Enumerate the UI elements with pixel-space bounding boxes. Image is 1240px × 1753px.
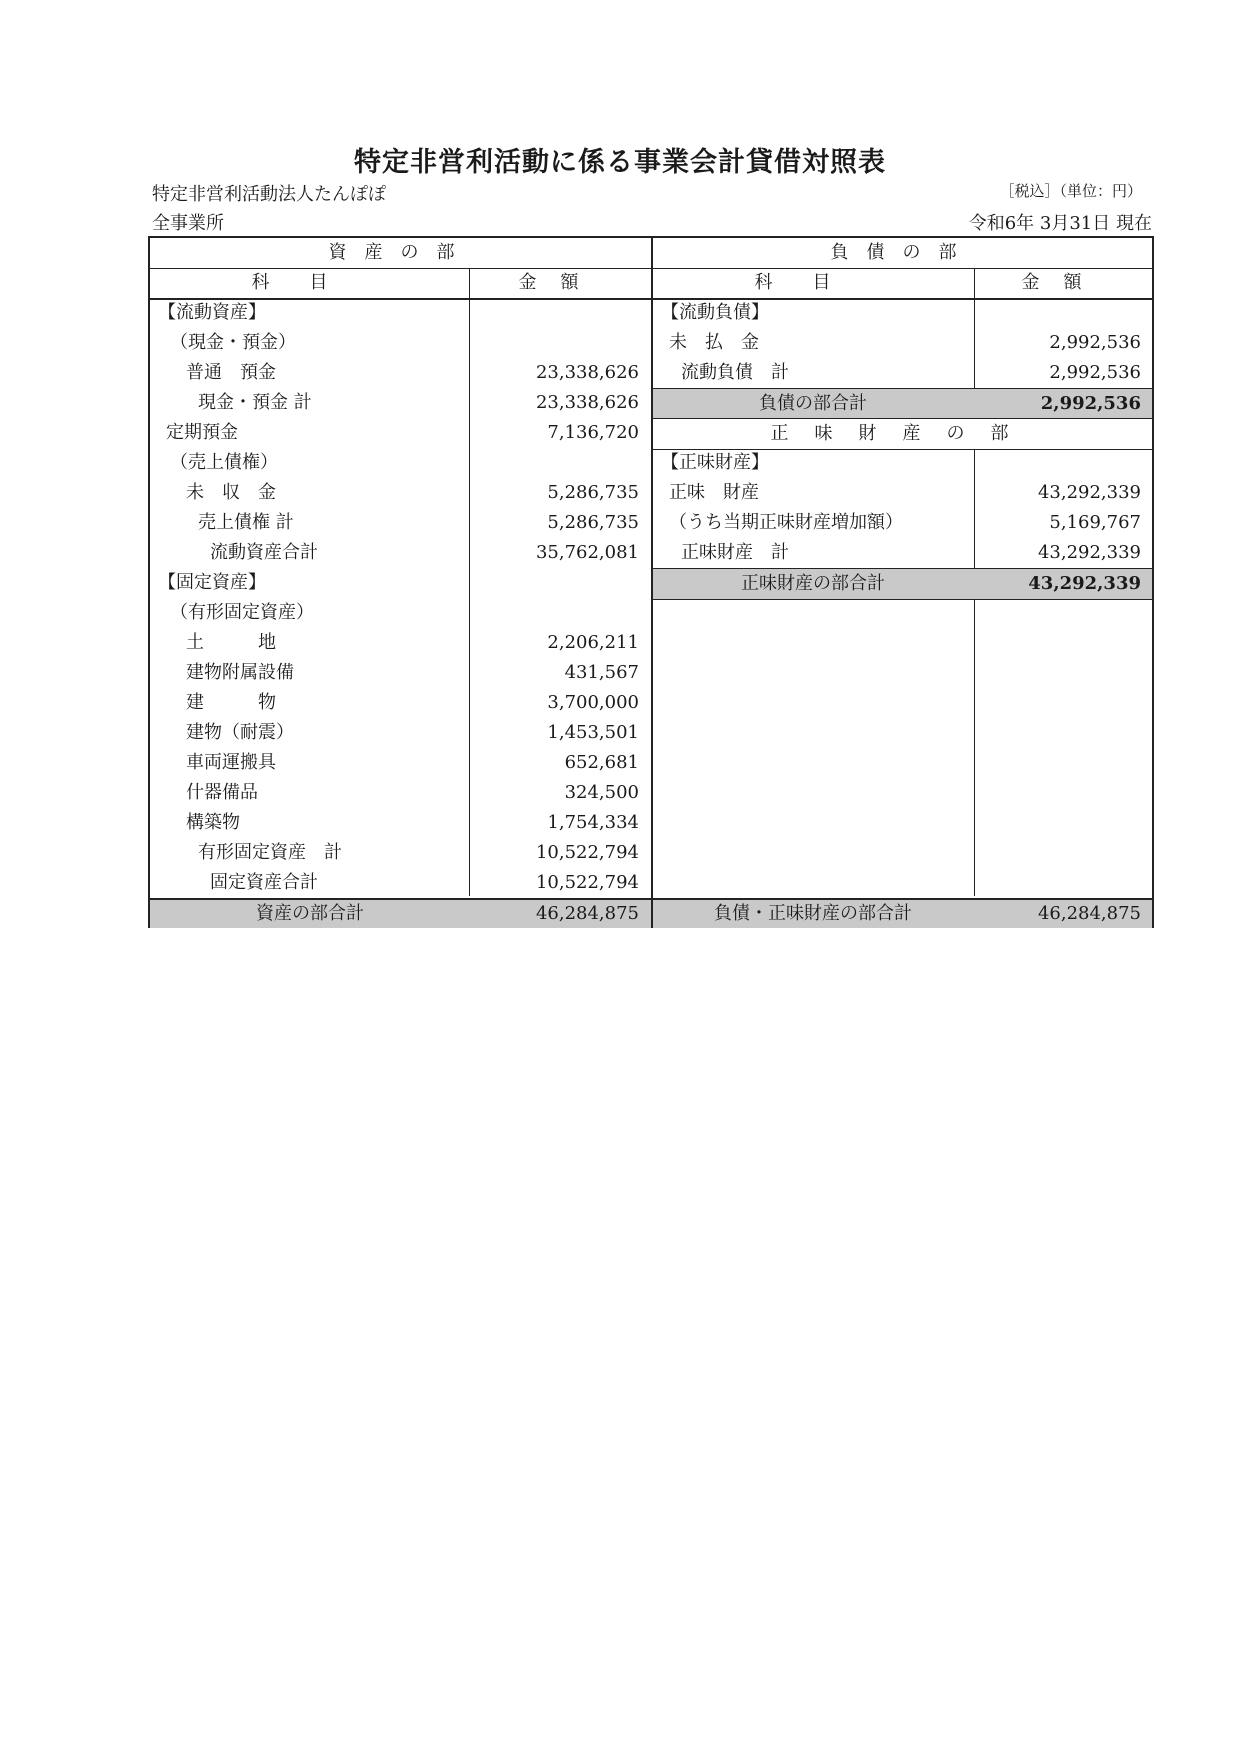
row-amount: 5,286,735 — [547, 482, 639, 503]
table-row — [653, 448, 1152, 478]
net-assets-header-label: 正味財産の部 — [770, 423, 1035, 444]
table-row — [150, 658, 651, 688]
row-item-name: 流動資産合計 — [210, 542, 318, 563]
row-amount: 10,522,794 — [535, 872, 639, 893]
row-amount: 5,169,767 — [1049, 512, 1141, 533]
table-row — [150, 418, 651, 448]
liabilities-subtotal-label: 負債の部合計 — [759, 393, 867, 414]
table-row — [150, 838, 651, 868]
net-assets-subtotal-row — [653, 568, 1152, 600]
row-item-name: 未 払 金 — [669, 332, 759, 353]
row-item-name: 什器備品 — [186, 782, 258, 803]
row-amount: 2,206,211 — [547, 632, 639, 653]
table-row — [150, 808, 651, 838]
document-title: 特定非営利活動に係る事業会計貸借対照表 — [354, 147, 886, 178]
row-item-name: 車両運搬具 — [186, 752, 276, 773]
table-row — [653, 478, 1152, 508]
table-row — [150, 868, 651, 898]
assets-total-label: 資産の部合計 — [256, 903, 364, 924]
table-row — [150, 478, 651, 508]
row-amount: 5,286,735 — [547, 512, 639, 533]
net-assets-subtotal-label: 正味財産の部合計 — [741, 573, 885, 594]
assets-total-value: 46,284,875 — [535, 903, 639, 924]
table-row — [150, 328, 651, 358]
row-amount: 10,522,794 — [535, 842, 639, 863]
net-assets-header — [653, 418, 1152, 450]
table-row — [150, 508, 651, 538]
row-amount: 652,681 — [564, 752, 639, 773]
row-amount: 1,453,501 — [547, 722, 639, 743]
row-amount: 7,136,720 — [547, 422, 639, 443]
row-item-name: 建物（耐震） — [186, 722, 294, 743]
row-item-name: 正味 財産 — [669, 482, 759, 503]
row-item-name: 正味財産 計 — [681, 542, 789, 563]
row-amount: 3,700,000 — [547, 692, 639, 713]
table-row — [150, 748, 651, 778]
row-item-name: 売上債権 計 — [198, 512, 294, 533]
row-amount: 43,292,339 — [1037, 482, 1141, 503]
row-item-name: 定期預金 — [166, 422, 238, 443]
table-row — [653, 298, 1152, 328]
table-row — [150, 688, 651, 718]
assets-section — [150, 238, 653, 926]
table-row — [150, 358, 651, 388]
row-item-name: 【流動負債】 — [661, 302, 769, 323]
assets-header: 資産の部 — [150, 238, 651, 269]
assets-column-header — [150, 268, 651, 300]
col-amount-label: 金額 — [518, 272, 603, 293]
table-row — [150, 598, 651, 628]
row-amount: 23,338,626 — [535, 392, 639, 413]
liabilities-subtotal-row — [653, 388, 1152, 420]
row-item-name: （有形固定資産） — [170, 602, 314, 623]
grand-total-label: 負債・正味財産の部合計 — [714, 903, 912, 924]
table-row — [150, 448, 651, 478]
row-item-name: （うち当期正味財産増加額） — [669, 512, 903, 533]
row-item-name: 【流動資産】 — [158, 302, 266, 323]
liabilities-header: 負債の部 — [653, 238, 1152, 269]
row-item-name: 建物附属設備 — [186, 662, 294, 683]
row-item-name: 未 収 金 — [186, 482, 276, 503]
col-amount-label: 金額 — [1021, 272, 1106, 293]
row-item-name: 有形固定資産 計 — [198, 842, 342, 863]
row-amount: 431,567 — [564, 662, 639, 683]
table-row — [653, 538, 1152, 568]
row-item-name: 土 地 — [186, 632, 276, 653]
table-row — [653, 358, 1152, 388]
grand-total-row — [653, 898, 1152, 928]
assets-total-row — [150, 898, 651, 928]
col-item-label: 科目 — [251, 272, 368, 293]
row-item-name: 【正味財産】 — [661, 452, 769, 473]
row-item-name: （現金・預金） — [170, 332, 296, 353]
liabilities-section — [653, 238, 1152, 926]
row-item-name: 現金・預金 計 — [198, 392, 312, 413]
row-amount: 2,992,536 — [1049, 332, 1141, 353]
table-row — [653, 508, 1152, 538]
row-amount: 324,500 — [564, 782, 639, 803]
row-item-name: 固定資産合計 — [210, 872, 318, 893]
row-item-name: 【固定資産】 — [158, 572, 266, 593]
table-row — [150, 718, 651, 748]
row-item-name: 建 物 — [186, 692, 276, 713]
net-assets-subtotal-value: 43,292,339 — [1028, 573, 1141, 594]
row-amount: 23,338,626 — [535, 362, 639, 383]
table-row — [150, 778, 651, 808]
organization-name: 特定非営利活動法人たんぽぽ — [152, 184, 386, 205]
liabilities-subtotal-value: 2,992,536 — [1040, 393, 1141, 414]
table-row — [150, 568, 651, 598]
row-item-name: （売上債権） — [170, 452, 278, 473]
office-label: 全事業所 — [152, 213, 224, 234]
table-row — [150, 538, 651, 568]
row-amount: 2,992,536 — [1049, 362, 1141, 383]
row-amount: 1,754,334 — [547, 812, 639, 833]
row-item-name: 流動負債 計 — [681, 362, 789, 383]
as-of-date: 令和6年 3月31日 現在 — [968, 213, 1152, 234]
table-row — [653, 328, 1152, 358]
col-item-label: 科目 — [754, 272, 871, 293]
liabilities-column-header — [653, 268, 1152, 300]
table-row — [150, 298, 651, 328]
grand-total-value: 46,284,875 — [1037, 903, 1141, 924]
tax-unit-note: ［税込］（単位：円） — [999, 182, 1142, 200]
table-row — [150, 388, 651, 418]
row-amount: 43,292,339 — [1037, 542, 1141, 563]
row-amount: 35,762,081 — [535, 542, 639, 563]
row-item-name: 構築物 — [186, 812, 240, 833]
table-row — [150, 628, 651, 658]
row-item-name: 普通 預金 — [186, 362, 276, 383]
balance-sheet-table — [148, 236, 1154, 928]
